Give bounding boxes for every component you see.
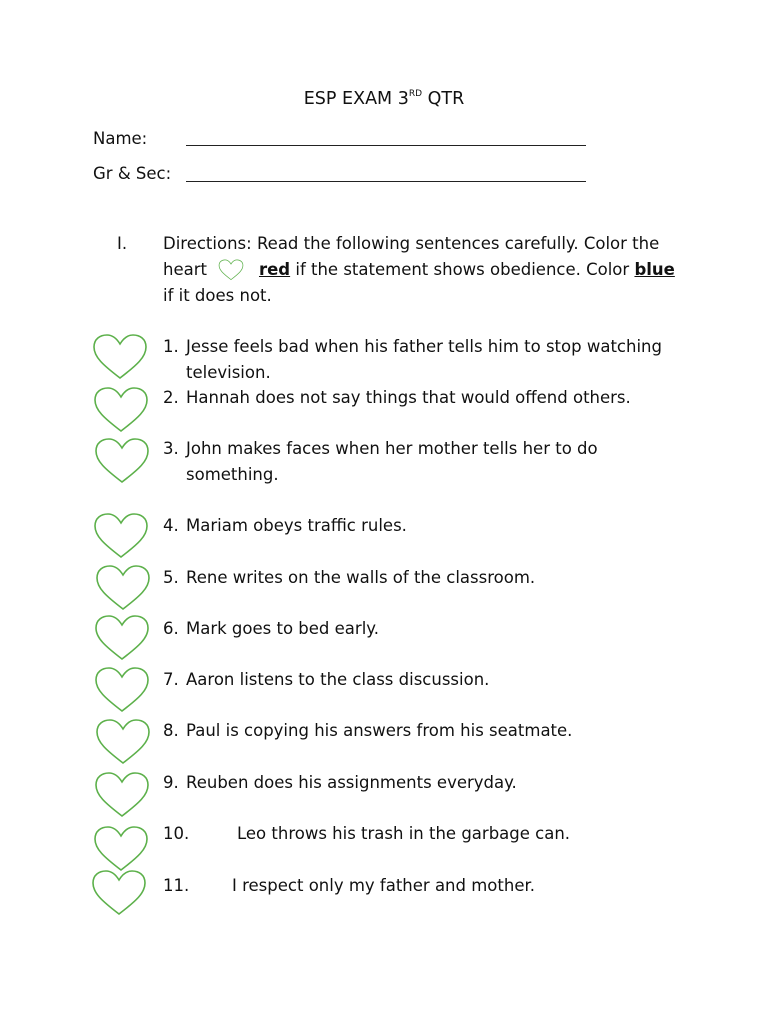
grsec-label: Gr & Sec: [93,164,172,183]
grsec-answer-line[interactable] [186,181,586,182]
heart-icon[interactable] [93,614,151,662]
item-number: 10. [163,824,190,843]
heart-icon[interactable] [93,771,151,819]
directions-line-1: Directions: Read the following sentences carefully. Color the [163,234,660,253]
item-number: 5. [163,568,179,587]
name-answer-line[interactable] [186,145,586,146]
item-text: John makes faces when her mother tells her to do [186,439,598,458]
item-number: 3. [163,439,179,458]
item-text: something. [186,465,279,484]
item-text: I respect only my father and mother. [232,876,535,895]
heart-icon[interactable] [94,564,152,612]
item-text: Paul is copying his answers from his seatmate. [186,721,573,740]
item-number: 1. [163,337,179,356]
name-label: Name: [93,129,148,148]
item-number: 8. [163,721,179,740]
item-number: 7. [163,670,179,689]
item-text: Jesse feels bad when his father tells him to stop watching [186,337,662,356]
item-text: Hannah does not say things that would offend others. [186,388,631,407]
heart-icon[interactable] [94,718,152,766]
heart-icon[interactable] [90,869,148,917]
heart-icon[interactable] [92,825,150,873]
heart-icon[interactable] [92,512,150,560]
section-numeral: I. [117,234,128,253]
page-title: ESP EXAM 3RD QTR [303,89,465,109]
heart-icon[interactable] [93,666,151,714]
item-text: Leo throws his trash in the garbage can. [237,824,571,843]
red-word: red [258,260,291,279]
heart-icon[interactable] [92,386,150,434]
blue-word: blue [634,260,675,279]
item-text: Aaron listens to the class discussion. [186,670,490,689]
heart-inline-icon [213,259,249,281]
item-text: Mark goes to bed early. [186,619,379,638]
item-number: 6. [163,619,179,638]
heart-icon[interactable] [93,437,151,485]
item-text: television. [186,363,271,382]
heart-icon[interactable] [91,333,149,381]
directions-line-3: if it does not. [163,286,272,305]
item-number: 2. [163,388,179,407]
item-text: Rene writes on the walls of the classroom. [186,568,536,587]
directions-line-2: heart red if the statement shows obedience. Color blue [163,260,675,279]
item-text: Reuben does his assignments everyday. [186,773,517,792]
item-number: 4. [163,516,179,535]
item-number: 11. [163,876,190,895]
item-text: Mariam obeys traffic rules. [186,516,407,535]
item-number: 9. [163,773,179,792]
